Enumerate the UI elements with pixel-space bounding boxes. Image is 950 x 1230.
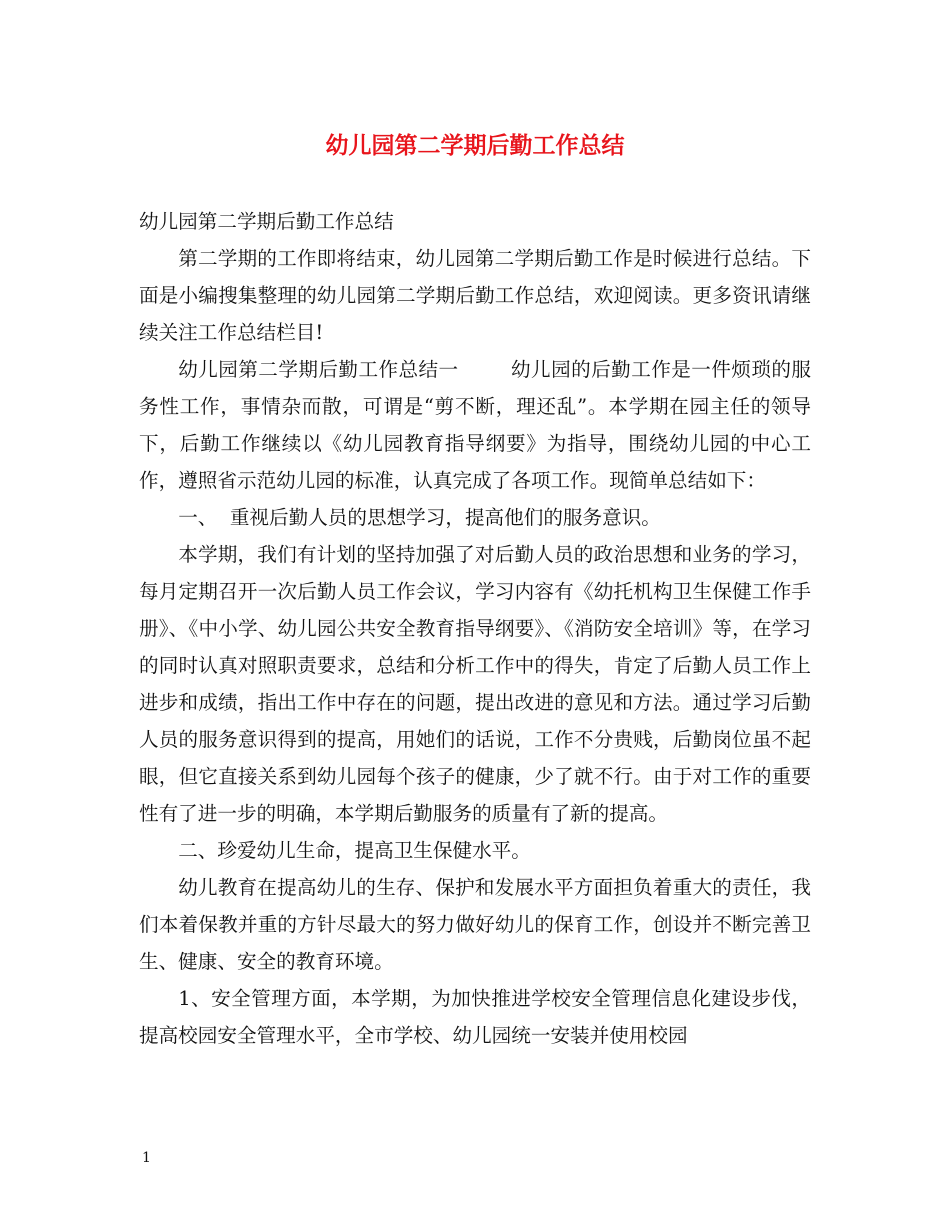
section-1-lead: 幼儿园的后勤工作是一件烦琐的服务性工作，事情杂而散，可谓是“剪不断，理还乱”。本学期在园主任的领导下，后勤工作继续以《幼儿园教育指导纲要》为指导，围绕幼儿园的中心工作，遵照省示范幼儿园的标准，认真完成了各项工作。现简单总结如下： (139, 358, 812, 492)
section-heading-1: 幼儿园第二学期后勤工作总结一 (178, 358, 459, 381)
intro-paragraph: 第二学期的工作即将结束，幼儿园第二学期后勤工作是时候进行总结。下面是小编搜集整理的幼儿园第二学期后勤工作总结，欢迎阅读。更多资讯请继续关注工作总结栏目! (139, 247, 811, 344)
point-2-item-1: 1、安全管理方面，本学期，为加快推进学校安全管理信息化建设步伐，提高校园安全管理水平，全市学校、幼儿园统一安装并使用校园 (139, 987, 811, 1047)
page-number: 1 (142, 1150, 151, 1166)
point-2-body: 幼儿教育在提高幼儿的生存、保护和发展水平方面担负着重大的责任，我们本着保教并重的方针尽最大的努力做好幼儿的保育工作，创设并不断完善卫生、健康、安全的教育环境。 (139, 876, 811, 973)
point-1-heading: 一、 重视后勤人员的思想学习，提高他们的服务意识。 (178, 506, 661, 529)
document-body (139, 203, 811, 1054)
point-1-body: 本学期，我们有计划的坚持加强了对后勤人员的政治思想和业务的学习，每月定期召开一次后勤人员工作会议，学习内容有《幼托机构卫生保健工作手册》、《中小学、幼儿园公共安全教育指导纲要》、《消防安全培训》等，在学习的同时认真对照职责要求，总结和分析工作中的得失，肯定了后勤人员工作上进步和成绩，指出工作中存在的问题，提出改进的意见和方法。通过学习后勤人员的服务意识得到的提高，用她们的话说，工作不分贵贱，后勤岗位虽不起眼，但它直接关系到幼儿园每个孩子的健康，少了就不行。由于对工作的重要性有了进一步的明确，本学期后勤服务的质量有了新的提高。 (139, 543, 811, 825)
point-2-heading: 二、珍爱幼儿生命，提高卫生保健水平。 (178, 839, 531, 862)
section-1-paragraph (139, 351, 811, 499)
page-title: 幼儿园第二学期后勤工作总结 (325, 133, 625, 159)
subtitle-line: 幼儿园第二学期后勤工作总结 (139, 210, 394, 233)
